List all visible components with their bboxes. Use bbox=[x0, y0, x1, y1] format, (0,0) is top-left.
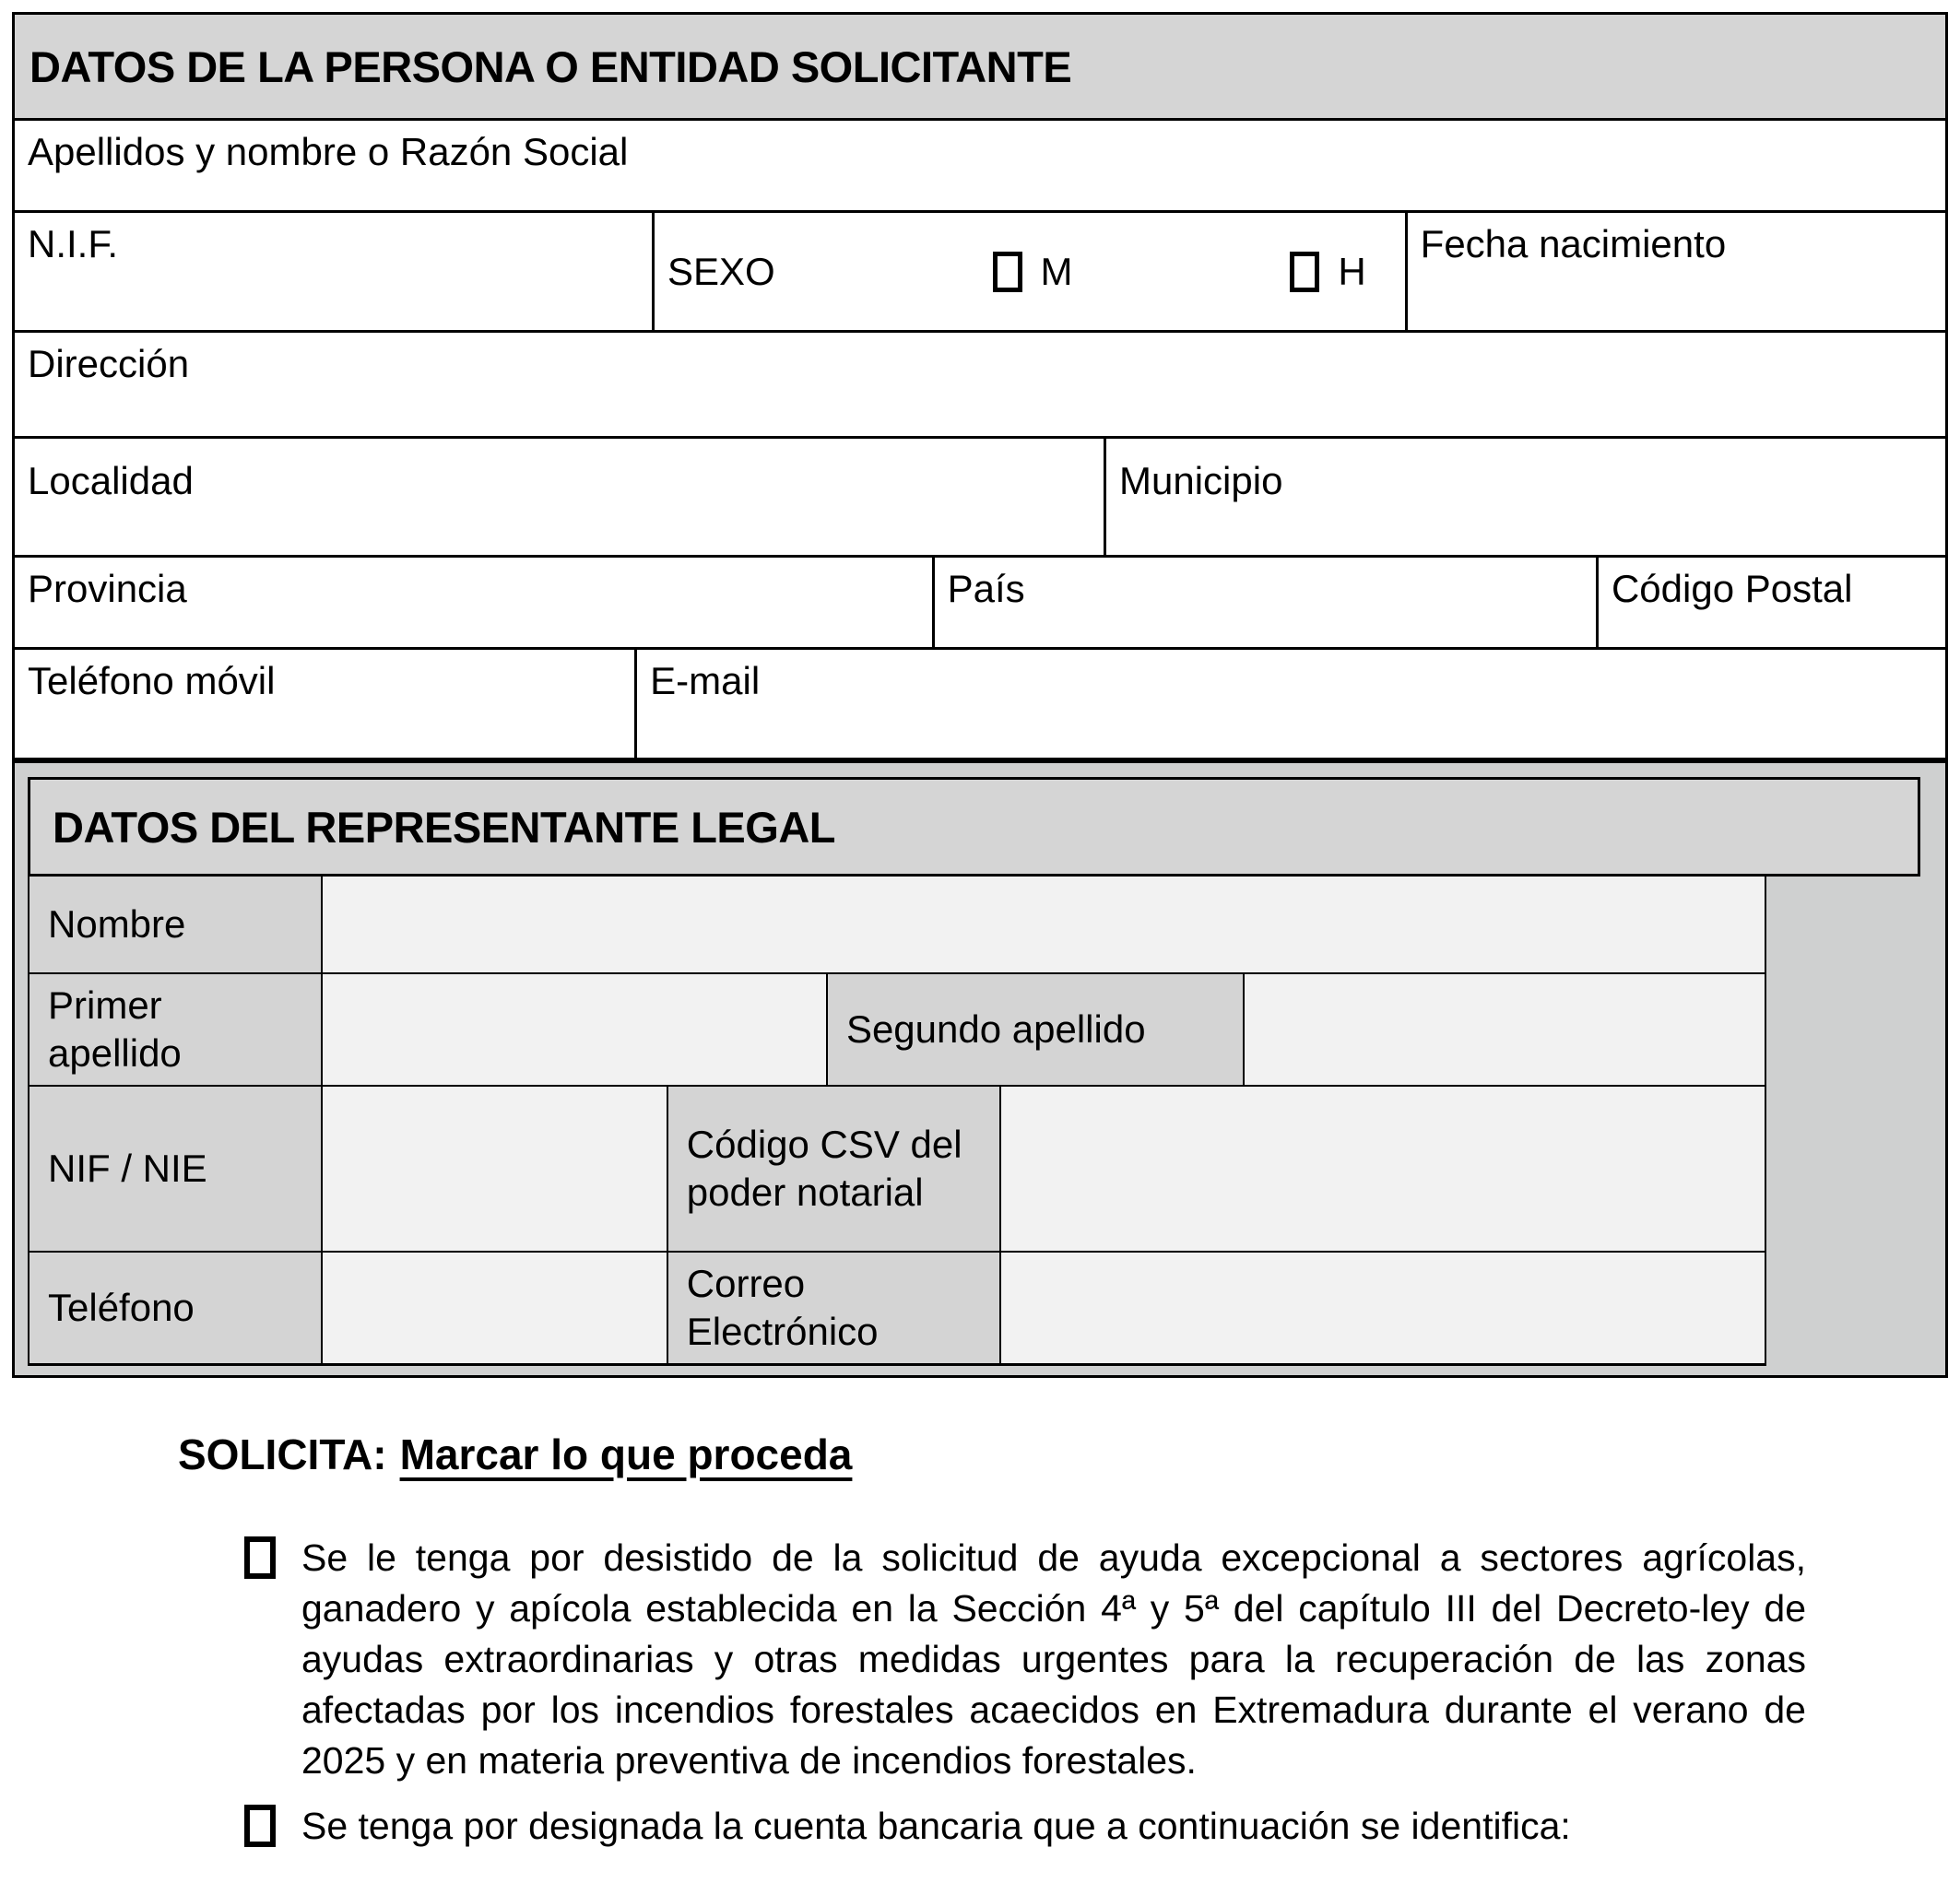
fecha-nacimiento-label: Fecha nacimiento bbox=[1420, 222, 1727, 265]
rep-row-nif-csv bbox=[30, 1085, 1765, 1251]
representative-section-title: DATOS DEL REPRESENTANTE LEGAL bbox=[53, 802, 835, 852]
row-apellidos bbox=[15, 118, 1945, 210]
rep-nombre-input[interactable] bbox=[321, 877, 1765, 972]
applicant-header-row bbox=[15, 15, 1945, 118]
direccion-label: Dirección bbox=[28, 342, 190, 385]
rep-telefono-label: Teléfono bbox=[48, 1286, 195, 1329]
solicita-heading-block bbox=[178, 1430, 1948, 1479]
rep-nombre-label: Nombre bbox=[48, 902, 186, 946]
rep-nif-nie-label-cell bbox=[30, 1087, 321, 1251]
rep-segundo-apellido-input[interactable] bbox=[1243, 974, 1765, 1085]
rep-primer-apellido-input[interactable] bbox=[321, 974, 826, 1085]
rep-segundo-apellido-label: Segundo apellido bbox=[845, 1007, 1146, 1051]
field-fecha-nacimiento[interactable] bbox=[1405, 213, 1945, 330]
rep-telefono-input[interactable] bbox=[321, 1253, 667, 1363]
option-cuenta-bancaria-checkbox[interactable] bbox=[244, 1805, 276, 1847]
rep-nif-nie-label: NIF / NIE bbox=[48, 1147, 207, 1190]
applicant-section bbox=[12, 12, 1948, 760]
sexo-m-label: M bbox=[1040, 249, 1073, 293]
option-cuenta-bancaria bbox=[244, 1801, 1806, 1852]
option-cuenta-bancaria-text: Se tenga por designada la cuenta bancaria que a continuación se identifica: bbox=[301, 1805, 1571, 1847]
row-telefono-email bbox=[15, 647, 1945, 758]
field-pais[interactable] bbox=[932, 558, 1596, 647]
field-provincia[interactable] bbox=[15, 558, 932, 647]
row-nif-sexo-fecha bbox=[15, 210, 1945, 330]
field-apellidos-razon-social[interactable] bbox=[15, 121, 1945, 210]
rep-segundo-apellido-label-cell bbox=[826, 974, 1243, 1085]
pais-label: País bbox=[947, 567, 1025, 610]
municipio-label: Municipio bbox=[1119, 459, 1283, 502]
rep-nombre-label-cell bbox=[30, 877, 321, 972]
rep-primer-apellido-label-cell bbox=[30, 974, 321, 1085]
sexo-h-label: H bbox=[1338, 249, 1366, 293]
solicita-instruction: Marcar lo que proceda bbox=[399, 1430, 853, 1478]
sexo-label: SEXO bbox=[667, 249, 775, 293]
applicant-section-title bbox=[15, 15, 1945, 118]
rep-nif-nie-input[interactable] bbox=[321, 1087, 667, 1251]
rep-correo-label: Correo Electrónico bbox=[686, 1262, 879, 1353]
rep-correo-input[interactable] bbox=[999, 1253, 1765, 1363]
rep-correo-label-cell bbox=[667, 1253, 999, 1363]
sexo-h-checkbox[interactable] bbox=[1290, 252, 1319, 292]
provincia-label: Provincia bbox=[28, 567, 187, 610]
field-municipio[interactable] bbox=[1104, 439, 1945, 555]
rep-telefono-label-cell bbox=[30, 1253, 321, 1363]
rep-row-apellidos bbox=[30, 972, 1765, 1085]
rep-primer-apellido-label: Primer apellido bbox=[48, 983, 182, 1075]
solicita-heading: SOLICITA: bbox=[178, 1430, 387, 1478]
apellidos-label: Apellidos y nombre o Razón Social bbox=[28, 130, 629, 173]
rep-codigo-csv-input[interactable] bbox=[999, 1087, 1765, 1251]
field-nif[interactable] bbox=[15, 213, 652, 330]
option-desistimiento bbox=[244, 1533, 1806, 1786]
field-telefono-movil[interactable] bbox=[15, 650, 634, 758]
rep-row-nombre bbox=[30, 877, 1765, 972]
rep-codigo-csv-label-cell bbox=[667, 1087, 999, 1251]
row-provincia-pais-cp bbox=[15, 555, 1945, 647]
field-sexo bbox=[652, 213, 1405, 330]
representative-table bbox=[28, 877, 1766, 1366]
option-desistimiento-checkbox[interactable] bbox=[244, 1536, 276, 1579]
rep-row-telefono-correo bbox=[30, 1251, 1765, 1363]
row-localidad-municipio bbox=[15, 436, 1945, 555]
representative-section bbox=[12, 760, 1948, 1378]
field-direccion[interactable] bbox=[15, 333, 1945, 436]
rep-codigo-csv-label: Código CSV del poder notarial bbox=[686, 1123, 962, 1214]
email-label: E-mail bbox=[650, 659, 761, 702]
applicant-section-title-text: DATOS DE LA PERSONA O ENTIDAD SOLICITANTE bbox=[30, 41, 1072, 91]
field-localidad[interactable] bbox=[15, 439, 1104, 555]
field-email[interactable] bbox=[634, 650, 1945, 758]
nif-label: N.I.F. bbox=[28, 222, 119, 265]
representative-header bbox=[28, 777, 1920, 877]
option-desistimiento-text: Se le tenga por desistido de la solicitud de ayuda excepcional a sectores agrícolas, ganadero y apícola establecida en la Sección 4ª y 5ª del capítulo III del Decreto-ley de ayudas extraordinarias y otras medidas urgentes para la recuperación de las zonas afectadas por los incendios forestales acaecidos en Extremadura durante el verano de 2025 y en materia preventiva de incendios forestales. bbox=[301, 1536, 1806, 1782]
sexo-m-checkbox[interactable] bbox=[993, 252, 1022, 292]
localidad-label: Localidad bbox=[28, 459, 194, 502]
codigo-postal-label: Código Postal bbox=[1611, 567, 1853, 610]
telefono-movil-label: Teléfono móvil bbox=[28, 659, 276, 702]
row-direccion bbox=[15, 330, 1945, 436]
field-codigo-postal[interactable] bbox=[1596, 558, 1945, 647]
